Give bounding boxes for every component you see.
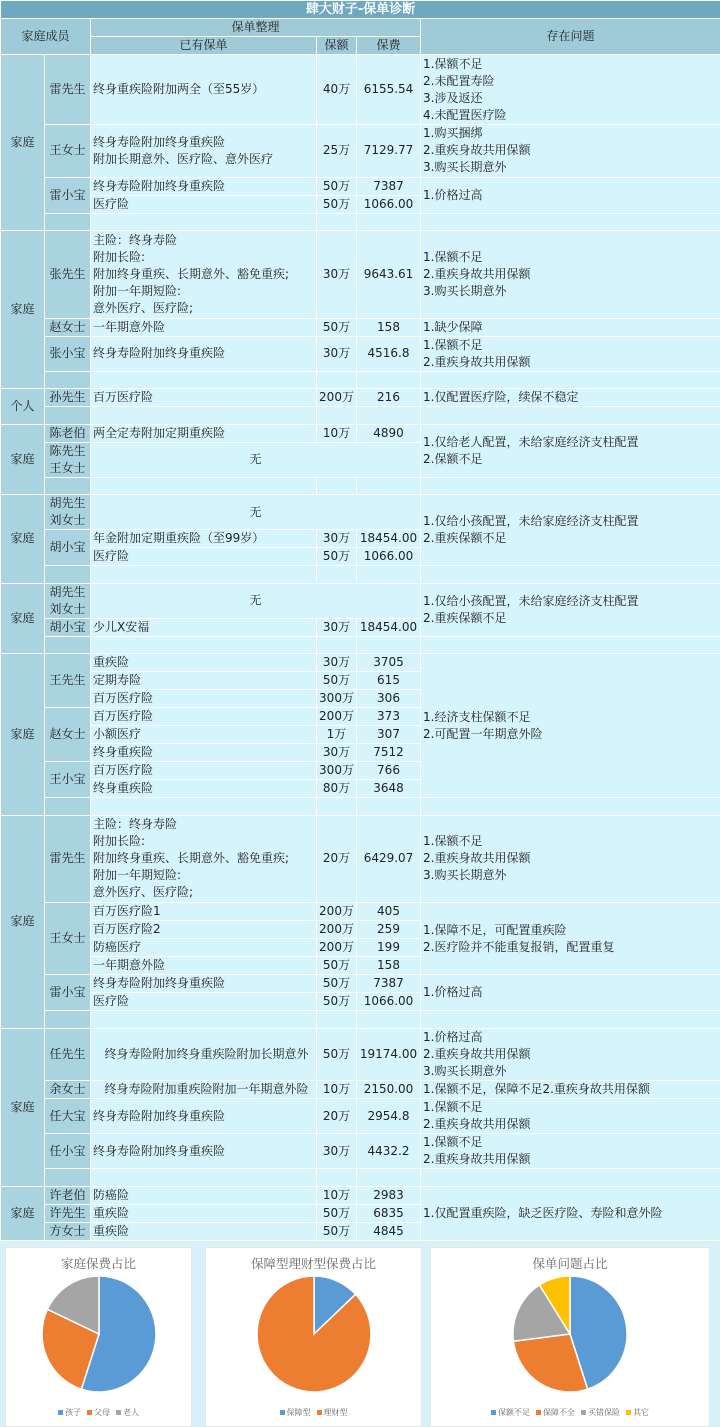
group-type-cell[interactable]: 家庭: [1, 815, 45, 1028]
amount-cell[interactable]: 200万: [317, 389, 357, 407]
premium-cell[interactable]: 199: [357, 939, 421, 957]
header-family-member[interactable]: 家庭成员: [1, 19, 91, 55]
issues-cell[interactable]: 1.价格过高: [421, 177, 720, 213]
table-row: [1, 389, 720, 407]
empty-cell[interactable]: [421, 371, 720, 389]
policy-cell[interactable]: 终身重疾险附加两全（至55岁）: [91, 55, 317, 125]
empty-cell[interactable]: [91, 636, 317, 654]
policy-cell[interactable]: 防癌险: [91, 1186, 317, 1204]
empty-cell[interactable]: [91, 213, 317, 231]
empty-cell[interactable]: [421, 477, 720, 495]
spacer-row: [1, 477, 720, 495]
policy-cell[interactable]: 两全定寿附加定期重疾险: [91, 424, 317, 442]
premium-cell[interactable]: 4890: [357, 424, 421, 442]
chart-protection-vs-investment[interactable]: [205, 1247, 422, 1427]
empty-cell[interactable]: [45, 1011, 91, 1029]
empty-cell[interactable]: [357, 566, 421, 584]
charts-area: [0, 1247, 720, 1427]
amount-cell[interactable]: 30万: [317, 654, 357, 672]
policy-cell[interactable]: 终身寿险附加终身重疾险: [91, 1134, 317, 1169]
policy-cell[interactable]: 医疗险: [91, 548, 317, 566]
policy-cell[interactable]: 定期寿险: [91, 672, 317, 690]
member-name-cell[interactable]: 方女士: [45, 1222, 91, 1240]
empty-cell[interactable]: [357, 213, 421, 231]
table-row: [1, 424, 720, 442]
table-row: [1, 1028, 720, 1046]
premium-cell[interactable]: 9643.61: [357, 231, 421, 319]
amount-cell[interactable]: 50万: [317, 318, 357, 336]
group-type-cell[interactable]: 家庭: [1, 1028, 45, 1186]
empty-cell[interactable]: [91, 371, 317, 389]
amount-cell[interactable]: 50万: [317, 1204, 357, 1222]
empty-cell[interactable]: [317, 1011, 357, 1029]
amount-cell[interactable]: 50万: [317, 195, 357, 213]
member-name-cell[interactable]: 任小宝: [45, 1134, 91, 1169]
policy-cell[interactable]: 终身寿险附加重疾险附加一年期意外险: [91, 1081, 317, 1099]
legend-swatch-icon: [116, 1410, 121, 1415]
spacer-row: [1, 213, 720, 231]
premium-cell[interactable]: 7387: [357, 975, 421, 993]
table-row: [1, 654, 720, 672]
member-name-cell[interactable]: 许老伯: [45, 1186, 91, 1204]
spacer-row: [1, 407, 720, 425]
legend-label: 保障不全: [543, 1408, 575, 1417]
issues-cell[interactable]: 1.价格过高 2.重疾身故共用保额 3.购买长期意外: [421, 1028, 720, 1081]
premium-cell[interactable]: 216: [357, 389, 421, 407]
group-type-cell[interactable]: 家庭: [1, 424, 45, 495]
header-premium[interactable]: 保费: [357, 37, 421, 55]
member-name-cell[interactable]: 张先生: [45, 231, 91, 319]
empty-cell[interactable]: [45, 407, 91, 425]
member-name-cell[interactable]: 余女士: [45, 1081, 91, 1099]
no-policy-cell[interactable]: 无: [91, 442, 421, 477]
table-row: [1, 336, 720, 354]
premium-cell[interactable]: 405: [357, 903, 421, 921]
legend-swatch-icon: [581, 1410, 586, 1415]
header-issues[interactable]: 存在问题: [421, 19, 720, 55]
table-row: [1, 903, 720, 921]
group-type-cell[interactable]: 家庭: [1, 55, 45, 231]
header-existing-policy[interactable]: 已有保单: [91, 37, 317, 55]
table-row: [1, 495, 720, 513]
sheet-title[interactable]: 肆大财子-保单诊断: [1, 1, 720, 19]
table-row: [1, 125, 720, 143]
legend-label: 老人: [123, 1408, 139, 1417]
group-type-cell[interactable]: 家庭: [1, 495, 45, 584]
policy-cell[interactable]: 百万医疗险: [91, 708, 317, 726]
group-type-cell[interactable]: 家庭: [1, 231, 45, 389]
chart-legend: [206, 1407, 421, 1418]
policy-cell[interactable]: 医疗险: [91, 195, 317, 213]
legend-label: 保额不足: [498, 1408, 530, 1417]
member-name-cell[interactable]: 孙先生: [45, 389, 91, 407]
issues-cell[interactable]: 1.仅给老人配置，未给家庭经济支柱配置 2.保额不足: [421, 424, 720, 477]
amount-cell[interactable]: 200万: [317, 939, 357, 957]
spacer-row: [1, 636, 720, 654]
issues-cell[interactable]: 1.保障不足，可配置重疾险 2.医疗险并不能重复报销，配置重复: [421, 903, 720, 975]
legend-item: [491, 1408, 530, 1417]
chart-legend: [6, 1407, 191, 1418]
amount-cell[interactable]: 25万: [317, 125, 357, 178]
member-name-cell[interactable]: 胡先生 刘女士: [45, 495, 91, 530]
amount-cell[interactable]: 50万: [317, 177, 357, 195]
legend-label: 理财型: [324, 1408, 348, 1417]
policy-cell[interactable]: 终身重疾险: [91, 780, 317, 798]
premium-cell[interactable]: 7129.77: [357, 125, 421, 178]
premium-cell[interactable]: 259: [357, 921, 421, 939]
empty-cell[interactable]: [357, 371, 421, 389]
premium-cell[interactable]: 307: [357, 726, 421, 744]
empty-cell[interactable]: [421, 1169, 720, 1187]
amount-cell[interactable]: 50万: [317, 975, 357, 993]
empty-cell[interactable]: [45, 371, 91, 389]
empty-cell[interactable]: [357, 636, 421, 654]
policy-cell[interactable]: 重疾险: [91, 1222, 317, 1240]
empty-cell[interactable]: [91, 1011, 317, 1029]
legend-swatch-icon: [491, 1410, 496, 1415]
chart-family-premium[interactable]: [5, 1247, 192, 1427]
member-name-cell[interactable]: 王先生: [45, 654, 91, 708]
chart-title: 保单问题占比: [431, 1254, 709, 1272]
member-name-cell[interactable]: 陈先生 王女士: [45, 442, 91, 477]
empty-cell[interactable]: [91, 1169, 317, 1187]
legend-item: [581, 1408, 620, 1417]
issues-cell[interactable]: 1.仅给小孩配置，未给家庭经济支柱配置 2.重疾保额不足: [421, 495, 720, 566]
issues-cell[interactable]: 1.保额不足 2.重疾身故共用保额: [421, 336, 720, 371]
legend-swatch-icon: [317, 1410, 322, 1415]
spacer-row: [1, 566, 720, 584]
amount-cell[interactable]: 30万: [317, 530, 357, 548]
policy-cell[interactable]: 终身寿险附加终身重疾险: [91, 975, 317, 993]
amount-cell[interactable]: 50万: [317, 672, 357, 690]
policy-cell[interactable]: 终身寿险附加终身重疾险: [91, 1099, 317, 1134]
empty-cell[interactable]: [357, 1169, 421, 1187]
policy-cell[interactable]: 主险：终身寿险 附加长险: 附加终身重疾、长期意外、豁免重疾; 附加一年期短险: 意外医疗、医疗险;: [91, 815, 317, 903]
policy-cell[interactable]: 重疾险: [91, 1204, 317, 1222]
premium-cell[interactable]: 6429.07: [357, 815, 421, 903]
member-name-cell[interactable]: 许先生: [45, 1204, 91, 1222]
empty-cell[interactable]: [357, 798, 421, 816]
table-row: [1, 177, 720, 195]
issues-cell[interactable]: 1.保额不足 2.未配置寿险 3.涉及返还 4.未配置医疗险: [421, 55, 720, 125]
member-name-cell[interactable]: 张小宝: [45, 336, 91, 371]
empty-cell[interactable]: [91, 407, 317, 425]
issues-cell[interactable]: 1.保额不足 2.重疾身故共用保额 3.购买长期意外: [421, 815, 720, 903]
amount-cell[interactable]: 50万: [317, 1222, 357, 1240]
table-row: [1, 1134, 720, 1152]
amount-cell[interactable]: 50万: [317, 993, 357, 1011]
legend-item: [626, 1408, 649, 1417]
policy-cell[interactable]: 医疗险: [91, 993, 317, 1011]
premium-cell[interactable]: 306: [357, 690, 421, 708]
member-name-cell[interactable]: 任先生: [45, 1028, 91, 1081]
table-row: [1, 975, 720, 993]
amount-cell[interactable]: 1万: [317, 726, 357, 744]
legend-label: 父母: [94, 1408, 110, 1417]
legend-swatch-icon: [536, 1410, 541, 1415]
empty-cell[interactable]: [317, 798, 357, 816]
policy-cell[interactable]: 百万医疗险: [91, 389, 317, 407]
policy-cell[interactable]: 百万医疗险1: [91, 903, 317, 921]
premium-cell[interactable]: 7512: [357, 744, 421, 762]
amount-cell[interactable]: 20万: [317, 1099, 357, 1134]
amount-cell[interactable]: 30万: [317, 336, 357, 371]
chart-title: 保障型理财型保费占比: [206, 1254, 421, 1272]
policy-cell[interactable]: 终身寿险附加终身重疾险: [91, 177, 317, 195]
amount-cell[interactable]: 40万: [317, 55, 357, 125]
empty-cell[interactable]: [317, 477, 357, 495]
group-type-cell[interactable]: 家庭: [1, 583, 45, 654]
amount-cell[interactable]: 30万: [317, 1134, 357, 1169]
member-name-cell[interactable]: 陈老伯: [45, 424, 91, 442]
legend-label: 孩子: [65, 1408, 81, 1417]
empty-cell[interactable]: [91, 566, 317, 584]
issues-cell[interactable]: 1.价格过高: [421, 975, 720, 1011]
premium-cell[interactable]: 19174.00: [357, 1028, 421, 1081]
policy-cell[interactable]: 一年期意外险: [91, 957, 317, 975]
table-row: [1, 55, 720, 73]
policy-cell[interactable]: 主险：终身寿险 附加长险: 附加终身重疾、长期意外、豁免重疾; 附加一年期短险: 意外医疗、医疗险;: [91, 231, 317, 319]
header-policy-group[interactable]: 保单整理: [91, 19, 421, 37]
empty-cell[interactable]: [421, 1011, 720, 1029]
member-name-cell[interactable]: 雷小宝: [45, 177, 91, 213]
empty-cell[interactable]: [45, 477, 91, 495]
premium-cell[interactable]: 6155.54: [357, 55, 421, 125]
empty-cell[interactable]: [421, 636, 720, 654]
pie: [34, 1272, 164, 1397]
table-row: [1, 1081, 720, 1099]
issues-cell[interactable]: 1.经济支柱保额不足 2.可配置一年期意外险: [421, 654, 720, 798]
premium-cell[interactable]: 373: [357, 708, 421, 726]
amount-cell[interactable]: 10万: [317, 424, 357, 442]
member-name-cell[interactable]: 雷小宝: [45, 975, 91, 1011]
premium-cell[interactable]: 6835: [357, 1204, 421, 1222]
legend-label: 保障型: [287, 1408, 311, 1417]
table-row: [1, 231, 720, 249]
amount-cell[interactable]: 80万: [317, 780, 357, 798]
legend-swatch-icon: [626, 1410, 631, 1415]
empty-cell[interactable]: [317, 213, 357, 231]
legend-item: [317, 1408, 348, 1417]
premium-cell[interactable]: 7387: [357, 177, 421, 195]
issues-cell[interactable]: 1.仅给小孩配置，未给家庭经济支柱配置 2.重疾保额不足: [421, 583, 720, 636]
amount-cell[interactable]: 30万: [317, 231, 357, 319]
amount-cell[interactable]: 200万: [317, 903, 357, 921]
premium-cell[interactable]: 615: [357, 672, 421, 690]
issues-cell[interactable]: 1.保额不足 2.重疾身故共用保额: [421, 1099, 720, 1134]
premium-cell[interactable]: 4516.8: [357, 336, 421, 371]
policy-cell[interactable]: 小额医疗: [91, 726, 317, 744]
amount-cell[interactable]: 300万: [317, 690, 357, 708]
premium-cell[interactable]: 18454.00: [357, 618, 421, 636]
premium-cell[interactable]: 2150.00: [357, 1081, 421, 1099]
policy-cell[interactable]: 百万医疗险: [91, 690, 317, 708]
empty-cell[interactable]: [421, 566, 720, 584]
group-type-cell[interactable]: 家庭: [1, 654, 45, 816]
legend-label: 其它: [633, 1408, 649, 1417]
table-row: [1, 583, 720, 601]
amount-cell[interactable]: 20万: [317, 815, 357, 903]
legend-swatch-icon: [87, 1410, 92, 1415]
empty-cell[interactable]: [317, 1169, 357, 1187]
member-name-cell[interactable]: 赵女士: [45, 318, 91, 336]
empty-cell[interactable]: [45, 213, 91, 231]
issues-cell[interactable]: 1.仅配置医疗险，续保不稳定: [421, 389, 720, 407]
empty-cell[interactable]: [421, 798, 720, 816]
issues-cell[interactable]: 1.保额不足 2.重疾身故共用保额 3.购买长期意外: [421, 231, 720, 319]
policy-cell[interactable]: 终身重疾险: [91, 744, 317, 762]
policy-cell[interactable]: 终身寿险附加终身重疾险 附加长期意外、医疗险、意外医疗: [91, 125, 317, 178]
amount-cell[interactable]: 200万: [317, 921, 357, 939]
empty-cell[interactable]: [317, 407, 357, 425]
amount-cell[interactable]: 50万: [317, 957, 357, 975]
premium-cell[interactable]: 1066.00: [357, 195, 421, 213]
premium-cell[interactable]: 766: [357, 762, 421, 780]
issues-cell[interactable]: 1.购买捆绑 2.重疾身故共用保额 3.购买长期意外: [421, 125, 720, 178]
member-name-cell[interactable]: 雷先生: [45, 55, 91, 125]
policy-cell[interactable]: 年金附加定期重疾险（至99岁）: [91, 530, 317, 548]
pie: [249, 1272, 379, 1397]
premium-cell[interactable]: 3648: [357, 780, 421, 798]
empty-cell[interactable]: [45, 798, 91, 816]
amount-cell[interactable]: 10万: [317, 1186, 357, 1204]
chart-title: 家庭保费占比: [6, 1254, 191, 1272]
member-name-cell[interactable]: 王小宝: [45, 762, 91, 798]
policy-cell[interactable]: 防癌医疗: [91, 939, 317, 957]
table-row: [1, 1099, 720, 1117]
policy-cell[interactable]: 少儿X安福: [91, 618, 317, 636]
spacer-row: [1, 798, 720, 816]
empty-cell[interactable]: [421, 213, 720, 231]
empty-cell[interactable]: [357, 407, 421, 425]
premium-cell[interactable]: 158: [357, 957, 421, 975]
group-type-cell[interactable]: 个人: [1, 389, 45, 425]
premium-cell[interactable]: 18454.00: [357, 530, 421, 548]
issues-cell[interactable]: 1.缺少保障: [421, 318, 720, 336]
policy-cell[interactable]: 百万医疗险2: [91, 921, 317, 939]
legend-item: [116, 1408, 139, 1417]
empty-cell[interactable]: [45, 566, 91, 584]
pie: [505, 1272, 635, 1397]
amount-cell[interactable]: 200万: [317, 708, 357, 726]
no-policy-cell[interactable]: 无: [91, 583, 421, 618]
member-name-cell[interactable]: 任大宝: [45, 1099, 91, 1134]
issues-cell[interactable]: 1.保额不足，保障不足2.重疾身故共用保额: [421, 1081, 720, 1099]
member-name-cell[interactable]: 赵女士: [45, 708, 91, 762]
empty-cell[interactable]: [317, 566, 357, 584]
chart-legend: [431, 1407, 709, 1418]
empty-cell[interactable]: [421, 407, 720, 425]
policy-cell[interactable]: 终身寿险附加终身重疾险附加长期意外: [91, 1028, 317, 1081]
amount-cell[interactable]: 30万: [317, 744, 357, 762]
policy-cell[interactable]: 一年期意外险: [91, 318, 317, 336]
premium-cell[interactable]: 2954.8: [357, 1099, 421, 1134]
spacer-row: [1, 371, 720, 389]
empty-cell[interactable]: [91, 477, 317, 495]
premium-cell[interactable]: 1066.00: [357, 993, 421, 1011]
amount-cell[interactable]: 50万: [317, 1028, 357, 1081]
premium-cell[interactable]: 1066.00: [357, 548, 421, 566]
member-name-cell[interactable]: 胡小宝: [45, 618, 91, 636]
legend-swatch-icon: [280, 1410, 285, 1415]
member-name-cell[interactable]: 胡先生 刘女士: [45, 583, 91, 618]
policy-cell[interactable]: 终身寿险附加终身重疾险: [91, 336, 317, 371]
legend-label: 买错保险: [588, 1408, 620, 1417]
premium-cell[interactable]: 2983: [357, 1186, 421, 1204]
table-row: [1, 815, 720, 833]
empty-cell[interactable]: [357, 477, 421, 495]
spacer-row: [1, 1169, 720, 1187]
legend-item: [87, 1408, 110, 1417]
member-name-cell[interactable]: 雷先生: [45, 815, 91, 903]
legend-item: [536, 1408, 575, 1417]
policy-cell[interactable]: 重疾险: [91, 654, 317, 672]
chart-policy-issues[interactable]: [430, 1247, 710, 1427]
member-name-cell[interactable]: 王女士: [45, 125, 91, 178]
empty-cell[interactable]: [45, 1169, 91, 1187]
legend-item: [58, 1408, 81, 1417]
empty-cell[interactable]: [317, 371, 357, 389]
premium-cell[interactable]: 158: [357, 318, 421, 336]
member-name-cell[interactable]: 胡小宝: [45, 530, 91, 566]
group-type-cell[interactable]: 家庭: [1, 1186, 45, 1240]
amount-cell[interactable]: 10万: [317, 1081, 357, 1099]
amount-cell[interactable]: 50万: [317, 548, 357, 566]
legend-item: [280, 1408, 311, 1417]
empty-cell[interactable]: [91, 798, 317, 816]
table-row: [1, 318, 720, 336]
member-name-cell[interactable]: 王女士: [45, 903, 91, 975]
empty-cell[interactable]: [317, 636, 357, 654]
no-policy-cell[interactable]: 无: [91, 495, 421, 530]
premium-cell[interactable]: 4845: [357, 1222, 421, 1240]
spacer-row: [1, 1011, 720, 1029]
table-row: [1, 1186, 720, 1204]
amount-cell[interactable]: 30万: [317, 618, 357, 636]
policy-cell[interactable]: 百万医疗险: [91, 762, 317, 780]
premium-cell[interactable]: 4432.2: [357, 1134, 421, 1169]
premium-cell[interactable]: 3705: [357, 654, 421, 672]
header-amount[interactable]: 保额: [317, 37, 357, 55]
issues-cell[interactable]: 1.保额不足 2.重疾身故共用保额: [421, 1134, 720, 1169]
amount-cell[interactable]: 300万: [317, 762, 357, 780]
legend-swatch-icon: [58, 1410, 63, 1415]
issues-cell[interactable]: 1.仅配置重疾险，缺乏医疗险、寿险和意外险: [421, 1186, 720, 1240]
empty-cell[interactable]: [357, 1011, 421, 1029]
empty-cell[interactable]: [45, 636, 91, 654]
